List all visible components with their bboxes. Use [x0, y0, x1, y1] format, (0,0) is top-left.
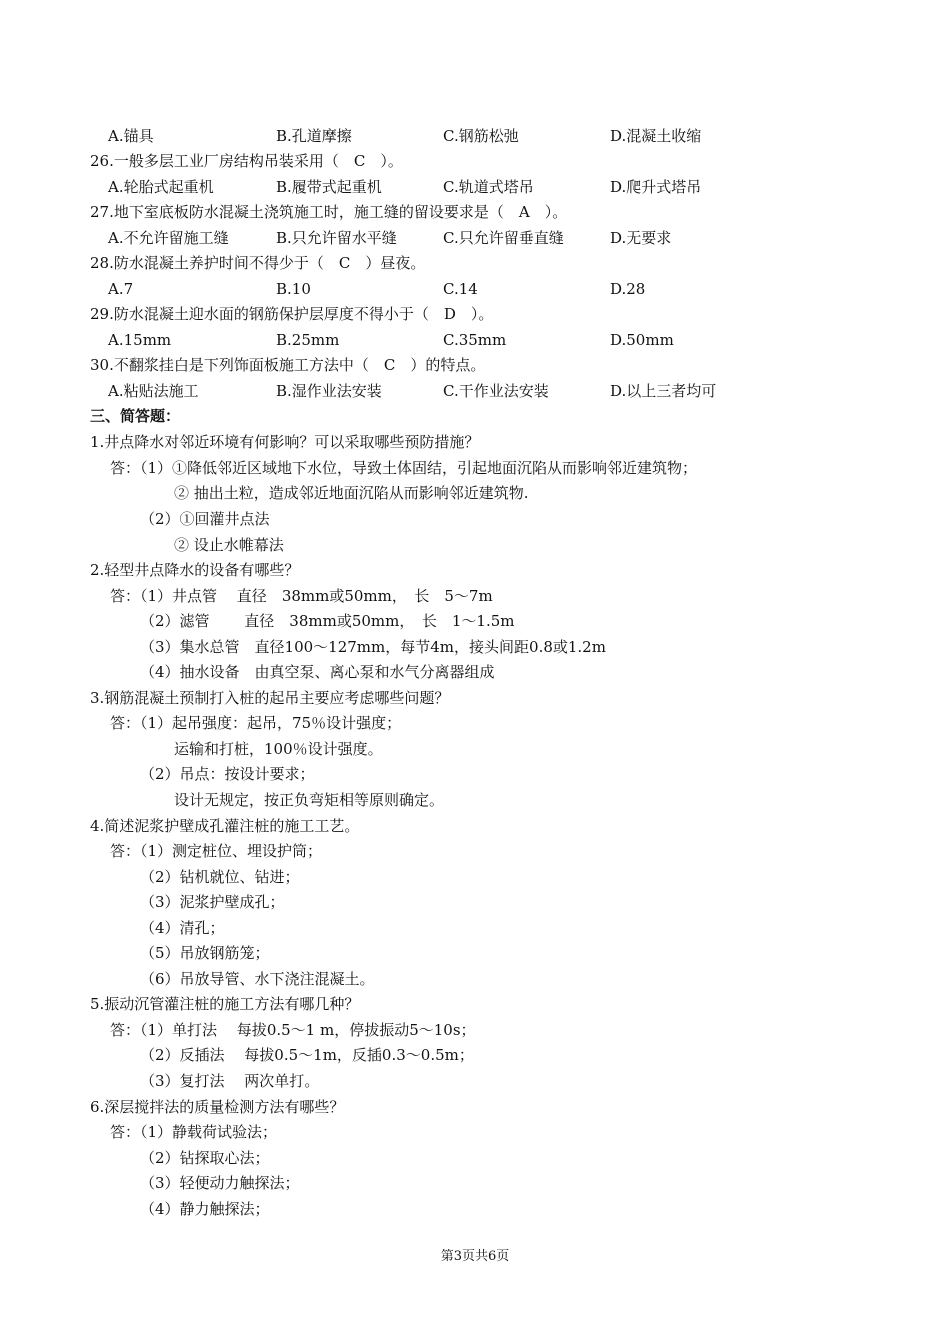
sa6-answer-line: 答：（1）静载荷试验法；	[110, 1123, 278, 1141]
sa4-answer-line: 答：（1）测定桩位、埋设护筒；	[110, 842, 323, 860]
sa5-answer-line: （3）复打法 两次单打。	[140, 1072, 320, 1090]
option-b: B.孔道摩擦	[276, 127, 352, 145]
option-d: D.以上三者均可	[610, 382, 717, 400]
sa1-answer-line: ② 抽出土粒，造成邻近地面沉陷从而影响邻近建筑物.	[174, 484, 529, 502]
sa2-answer-line: 答：（1）井点管 直径 38mm或50mm， 长 5～7m	[110, 587, 493, 605]
page-footer: 第3页共6页	[440, 1249, 510, 1264]
sa3-answer-line: （2）吊点：按设计要求；	[140, 765, 315, 783]
sa2-answer-line: （2）滤管 直径 38mm或50mm， 长 1～1.5m	[140, 612, 515, 630]
question-26: 26.一般多层工业厂房结构吊装采用（ C ）。	[90, 152, 403, 170]
option-b: B.10	[276, 280, 311, 298]
sa-question-2: 2.轻型井点降水的设备有哪些？	[90, 561, 300, 579]
option-a: A.15mm	[108, 331, 172, 349]
sa-question-5: 5.振动沉管灌注桩的施工方法有哪几种？	[90, 995, 360, 1013]
sa-question-3: 3.钢筋混凝土预制打入桩的起吊主要应考虑哪些问题？	[90, 689, 450, 707]
sa4-answer-line: （2）钻机就位、钻进；	[140, 868, 300, 886]
sa4-answer-line: （5）吊放钢筋笼；	[140, 944, 270, 962]
sa3-answer-line: 设计无规定，按正负弯矩相等原则确定。	[174, 791, 445, 809]
option-a: A.粘贴法施工	[108, 382, 199, 400]
sa3-answer-line: 运输和打桩，100％设计强度。	[174, 740, 383, 758]
option-c: C.14	[443, 280, 478, 298]
option-d: D.混凝土收缩	[610, 127, 702, 145]
sa4-answer-line: （6）吊放导管、水下浇注混凝土。	[140, 970, 375, 988]
option-b: B.履带式起重机	[276, 178, 382, 196]
option-c: C.35mm	[443, 331, 507, 349]
section-heading: 三、简答题：	[90, 407, 181, 425]
sa5-answer-line: （2）反插法 每拔0.5～1m，反插0.3～0.5m；	[140, 1046, 474, 1064]
option-b: B.25mm	[276, 331, 340, 349]
option-b: B.只允许留水平缝	[276, 229, 397, 247]
sa4-answer-line: （4）清孔；	[140, 919, 225, 937]
sa-question-4: 4.简述泥浆护壁成孔灌注桩的施工工艺。	[90, 817, 360, 835]
question-29: 29.防水混凝土迎水面的钢筋保护层厚度不得小于（ D ）。	[90, 305, 494, 323]
option-d: D.28	[610, 280, 646, 298]
sa5-answer-line: 答：（1）单打法 每拔0.5～1 m，停拔振动5～10s；	[110, 1021, 476, 1039]
sa-question-1: 1.井点降水对邻近环境有何影响？可以采取哪些预防措施？	[90, 433, 480, 451]
option-a: A.7	[108, 280, 134, 298]
option-a: A.不允许留施工缝	[108, 229, 229, 247]
option-a: A.锚具	[108, 127, 154, 145]
option-c: C.干作业法安装	[443, 382, 549, 400]
question-30: 30.不翻浆挂白是下列饰面板施工方法中（ C ）的特点。	[90, 356, 486, 374]
sa1-answer-line: （2）①回灌井点法	[140, 510, 270, 528]
question-27: 27.地下室底板防水混凝土浇筑施工时，施工缝的留设要求是（ A ）。	[90, 203, 568, 221]
sa4-answer-line: （3）泥浆护壁成孔；	[140, 893, 285, 911]
option-c: C.轨道式塔吊	[443, 178, 534, 196]
sa6-answer-line: （3）轻便动力触探法；	[140, 1174, 300, 1192]
option-d: D.爬升式塔吊	[610, 178, 702, 196]
sa1-answer-line: 答：（1）①降低邻近区域地下水位，导致土体固结，引起地面沉陷从而影响邻近建筑物；	[110, 459, 698, 477]
option-a: A.轮胎式起重机	[108, 178, 214, 196]
option-c: C.钢筋松弛	[443, 127, 519, 145]
option-b: B.湿作业法安装	[276, 382, 382, 400]
option-d: D.无要求	[610, 229, 672, 247]
sa3-answer-line: 答：（1）起吊强度：起吊，75％设计强度；	[110, 714, 402, 732]
sa6-answer-line: （4）静力触探法；	[140, 1200, 270, 1218]
sa2-answer-line: （3）集水总管 直径100～127mm，每节4m，接头间距0.8或1.2m	[140, 638, 606, 656]
option-c: C.只允许留垂直缝	[443, 229, 564, 247]
question-28: 28.防水混凝土养护时间不得少于（ C ）昼夜。	[90, 254, 426, 272]
option-d: D.50mm	[610, 331, 674, 349]
sa1-answer-line: ② 设止水帷幕法	[174, 536, 284, 554]
sa-question-6: 6.深层搅拌法的质量检测方法有哪些？	[90, 1098, 345, 1116]
sa2-answer-line: （4）抽水设备 由真空泵、离心泵和水气分离器组成	[140, 663, 495, 681]
sa6-answer-line: （2）钻探取心法；	[140, 1149, 270, 1167]
